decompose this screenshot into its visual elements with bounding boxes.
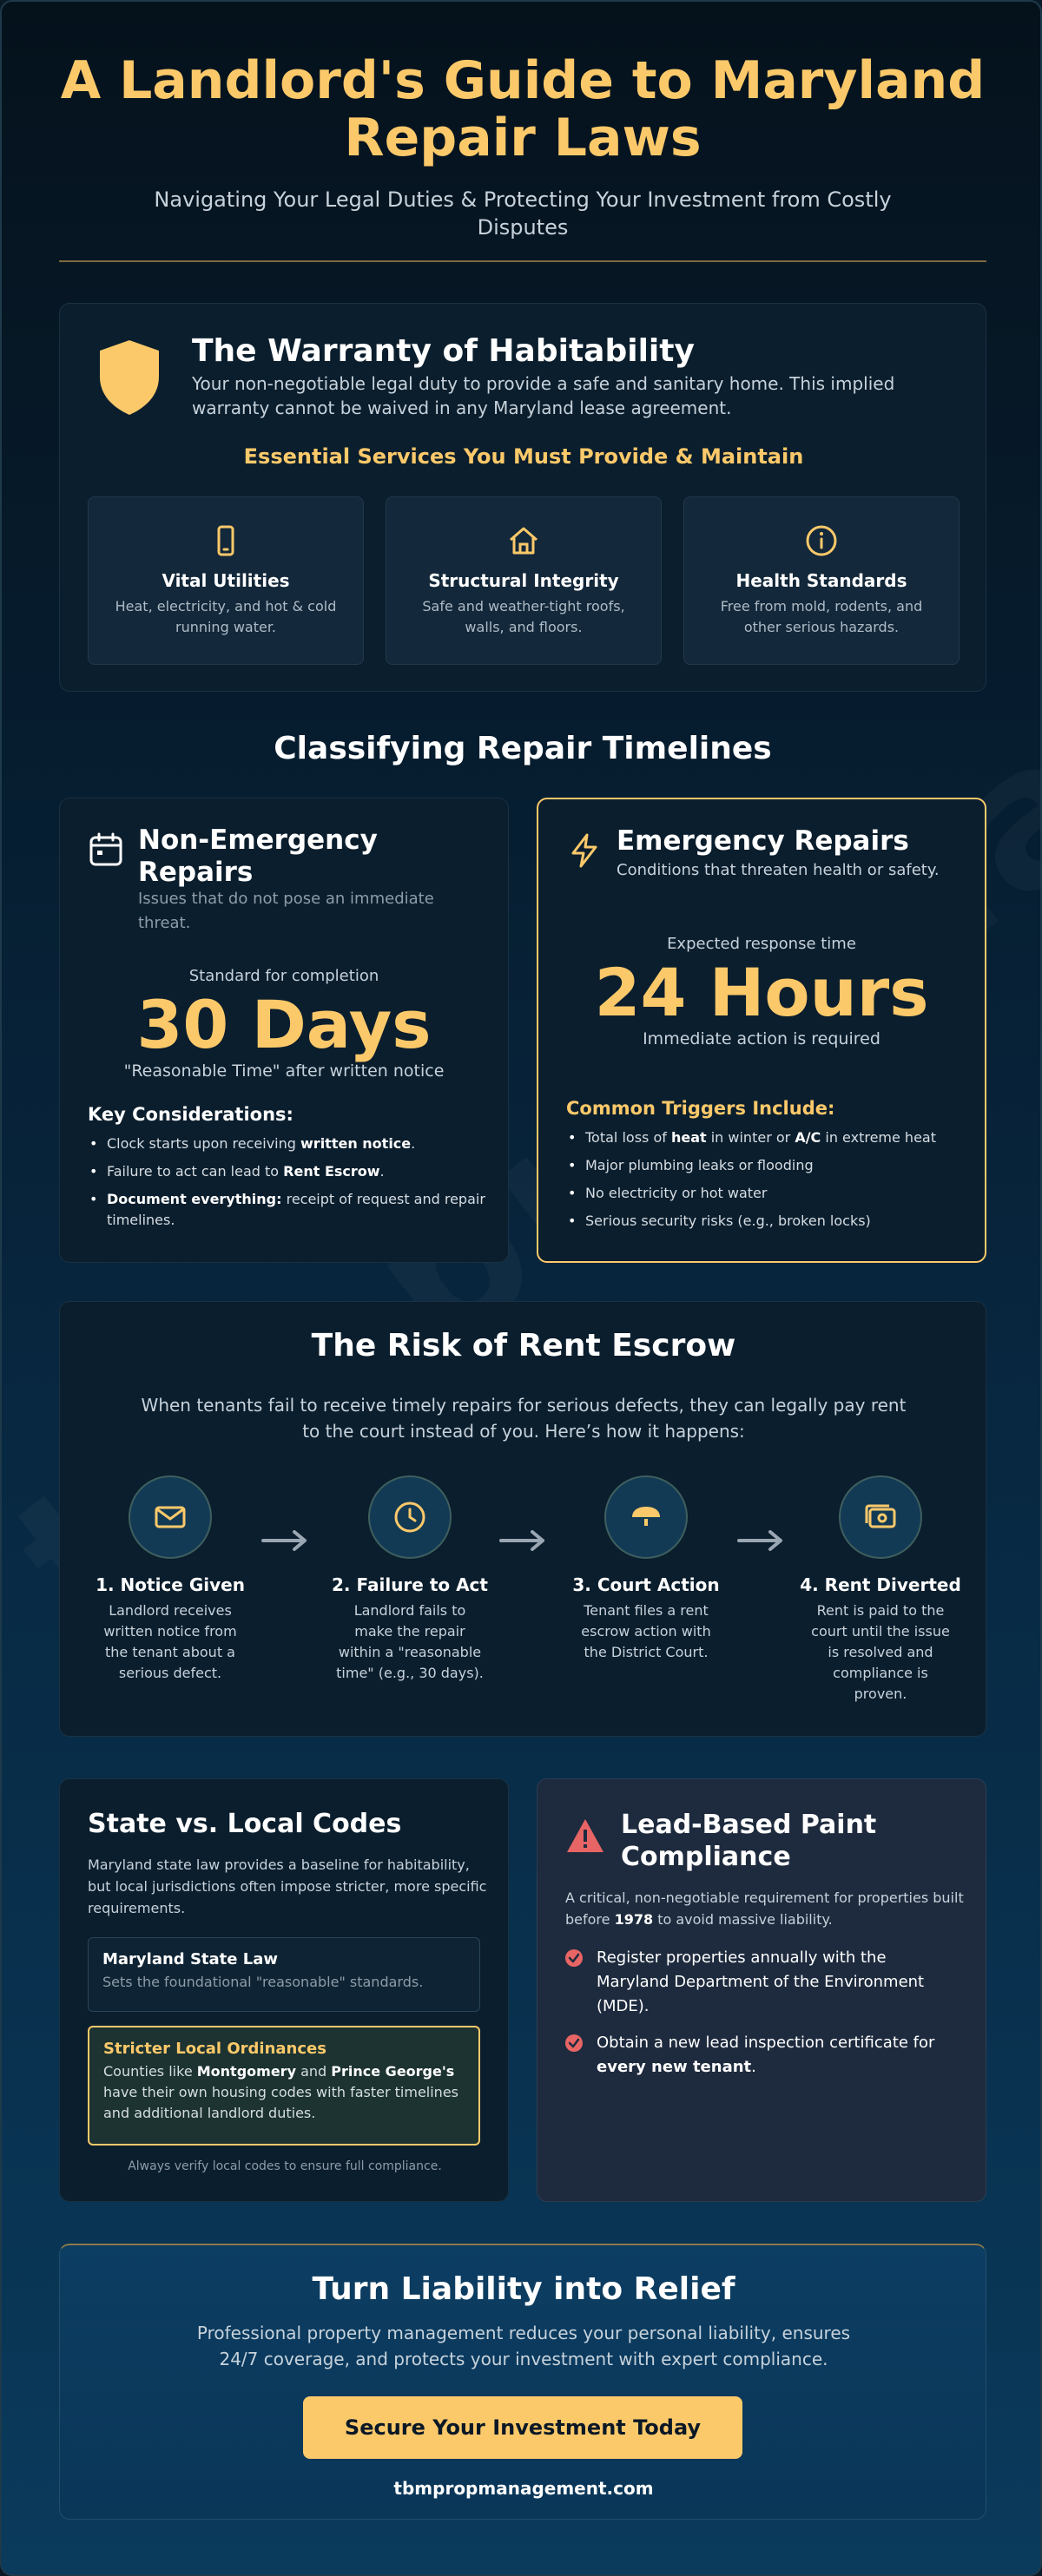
escrow-step [327,1475,492,1684]
list-item: • Failure to act can lead to Rent Escrow. [88,1161,487,1182]
info-icon [804,523,839,558]
metric-note: "Reasonable Time" after written notice [123,1061,445,1081]
hero-header [2,52,1042,241]
lead-requirement: Register properties annually with the Maryland Department of the Environment (MDE). [565,1946,961,2019]
service-card-utilities [88,496,364,665]
escrow-step [88,1475,253,1684]
non-emergency-card [59,798,509,1263]
step-description: Rent is paid to the court until the issue is resolved and compliance is proven. [811,1602,950,1702]
services-heading: Essential Services You Must Provide & Maintain [243,444,804,469]
codes-footnote: Always verify local codes to ensure full compliance. [128,2159,442,2173]
mail-icon [152,1499,188,1535]
list-item: • Serious security risks (e.g., broken locks) [566,1211,966,1232]
list-item: • Total loss of heat in winter or A/C in extreme heat [566,1127,966,1148]
considerations-title: Key Considerations: [88,1104,293,1125]
codes-title: State vs. Local Codes [88,1809,402,1839]
state-law-title: Maryland State Law [102,1950,278,1968]
state-vs-local-card [59,1778,509,2202]
non-emergency-metric [60,967,508,1081]
local-ordinances-description: Counties like Montgomery and Prince George's have their own housing codes with faster timelines and additional landlord duties. [103,2063,458,2121]
service-title: Health Standards [735,570,907,591]
lead-paint-card [537,1778,986,2202]
list-item: • Clock starts upon receiving written notice. [88,1134,487,1154]
website-link[interactable]: tbmpropmanagement.com [393,2478,654,2499]
lightning-icon [566,832,603,869]
escrow-step [798,1475,963,1705]
service-description: Heat, electricity, and hot & cold running water. [115,598,337,635]
step-description: Landlord receives written notice from the tenant about a serious defect. [103,1602,237,1681]
codes-description: Maryland state law provides a baseline for habitability, but local jurisdictions often impose stricter, more specific requirements. [88,1856,487,1916]
service-description: Free from mold, rodents, and other serious hazards. [720,598,923,635]
warranty-card [59,303,986,692]
state-law-description: Sets the foundational "reasonable" standards. [102,1974,424,1990]
page-title: A Landlord's Guide to Maryland Repair Laws [60,50,986,168]
list-item: • Document everything: receipt of request and repair timelines. [88,1189,487,1231]
service-card-structural [386,496,662,665]
state-law-box [88,1937,480,2012]
timelines-heading: Classifying Repair Timelines [274,731,772,766]
metric-label: Expected response time [667,935,856,953]
local-ordinances-title: Stricter Local Ordinances [103,2040,326,2058]
list-item: • Major plumbing leaks or flooding [566,1155,966,1176]
emergency-subtitle: Conditions that threaten health or safety. [617,861,940,879]
service-description: Safe and weather-tight roofs, walls, and floors. [422,598,625,635]
service-card-health [683,496,960,665]
cta-title: Turn Liability into Relief [312,2271,735,2307]
phone-icon [208,523,243,558]
triggers-list [566,1127,966,1239]
check-icon [565,2034,583,2052]
non-emergency-title: Non-Emergency Repairs [138,825,378,888]
rent-escrow-card [59,1301,986,1737]
header-divider [59,260,986,262]
metric-label: Standard for completion [188,967,379,985]
warranty-title: The Warranty of Habitability [192,333,695,369]
step-description: Landlord fails to make the repair within a "reasonable time" (e.g., 30 days). [336,1602,484,1681]
arrow-right-icon [260,1528,312,1554]
arrow-right-icon [735,1528,788,1554]
money-icon [861,1498,900,1536]
considerations-list [88,1134,487,1238]
step-title: 4. Rent Diverted [800,1574,961,1595]
emergency-title: Emergency Repairs [617,825,909,857]
warning-icon [565,1817,605,1854]
gavel-icon [627,1498,665,1536]
calendar-icon [88,831,124,868]
escrow-title: The Risk of Rent Escrow [311,1328,736,1364]
arrow-right-icon [498,1528,550,1554]
step-description: Tenant files a rent escrow action with the District Court. [581,1602,711,1660]
secure-investment-button[interactable]: Secure Your Investment Today [303,2396,742,2459]
step-title: 2. Failure to Act [332,1574,488,1595]
step-title: 3. Court Action [572,1574,720,1595]
emergency-card [537,798,986,1263]
shield-icon [96,338,162,417]
escrow-intro: When tenants fail to receive timely repairs for serious defects, they can legally pay rent to the court instead of you. Here’s how it happens: [141,1395,907,1442]
warranty-description: Your non-negotiable legal duty to provide a safe and sanitary home. This implied warranty cannot be waived in any Maryland lease agreement. [192,373,895,418]
service-title: Vital Utilities [162,570,290,591]
page-subtitle: Navigating Your Legal Duties & Protecting Your Investment from Costly Disputes [154,187,892,240]
local-ordinances-box [88,2026,480,2146]
metric-value: 30 Days [136,986,432,1063]
metric-note: Immediate action is required [643,1029,880,1048]
lead-title: Lead-Based Paint Compliance [621,1810,877,1872]
escrow-step [564,1475,729,1663]
lead-description: A critical, non-negotiable requirement for properties built before 1978 to avoid massive liability. [565,1889,964,1928]
service-title: Structural Integrity [428,570,619,591]
triggers-title: Common Triggers Include: [566,1098,835,1119]
emergency-metric [538,935,985,1048]
clock-icon [392,1499,428,1535]
list-item: • No electricity or hot water [566,1183,966,1204]
lead-requirement: Obtain a new lead inspection certificate for every new tenant. [565,2031,961,2080]
non-emergency-subtitle: Issues that do not pose an immediate threat. [138,890,434,932]
step-title: 1. Notice Given [96,1574,245,1595]
metric-value: 24 Hours [594,954,929,1031]
cta-card [59,2244,986,2520]
check-icon [565,1949,583,1967]
cta-description: Professional property management reduces your personal liability, ensures 24/7 coverage, and protects your investment with expert compliance. [196,2323,851,2369]
home-icon [506,523,541,558]
